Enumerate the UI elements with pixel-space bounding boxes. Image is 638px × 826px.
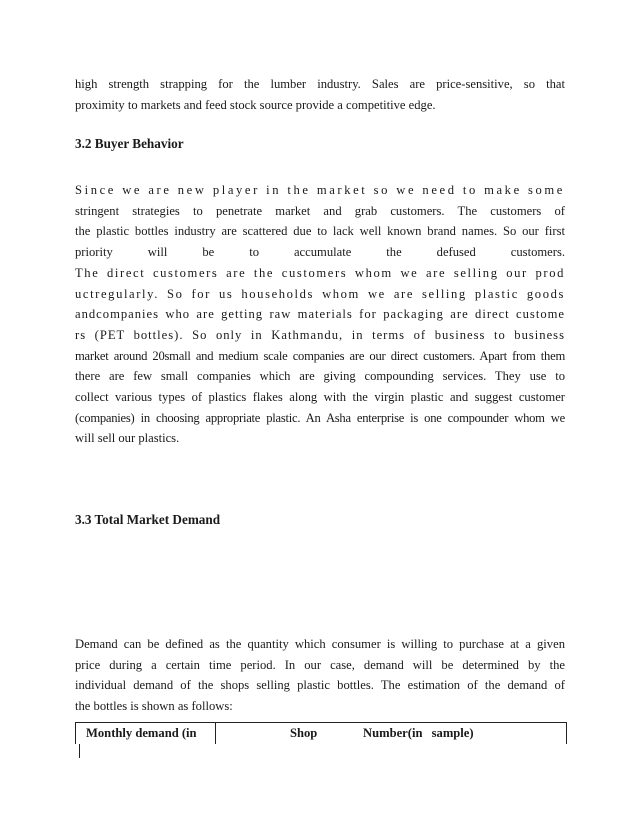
text-line: Since we are new player in the market so we need to make some — [75, 183, 565, 197]
text-line: price during a certain time period. In our case, demand will be determined by the — [75, 657, 565, 672]
text-line: priority will be to accumulate the defused customers. — [75, 245, 565, 260]
text-line: there are few small companies which are giving compounding services. They use to — [75, 369, 565, 384]
text-line: the bottles is shown as follows: — [75, 699, 233, 714]
text-line: rs (PET bottles). So only in Kathmandu, in terms of business to business — [75, 327, 565, 342]
text-line: the plastic bottles industry are scattered due to lack well known brand names. So our first — [75, 224, 565, 239]
table-header-monthly-demand: Monthly demand (in — [86, 726, 197, 740]
text-line: The direct customers are the customers whom we are selling our prod — [75, 265, 565, 280]
text-line: collect various types of plastics flakes along with the virgin plastic and suggest customer — [75, 390, 565, 405]
text-line: uctregularly. So for us households whom we are selling plastic goods — [75, 286, 565, 301]
text-line: (companies) in choosing appropriate plastic. An Asha enterprise is one compounder whom we — [75, 410, 565, 425]
text-line: Demand can be defined as the quantity which consumer is willing to purchase at a given — [75, 637, 565, 651]
text-line: individual demand of the shops selling plastic bottles. The estimation of the demand of — [75, 678, 565, 693]
market-demand-paragraph — [75, 634, 565, 717]
section-heading-total-market-demand: 3.3 Total Market Demand — [75, 512, 221, 527]
section-heading-buyer-behavior: 3.2 Buyer Behavior — [75, 136, 184, 151]
text-line: high strength strapping for the lumber industry. Sales are price-sensitive, so that — [75, 77, 565, 91]
table-border — [79, 744, 80, 758]
table-header-shop: Shop — [290, 726, 318, 740]
text-line: andcompanies who are getting raw materials for packaging are direct custome — [75, 307, 565, 322]
table-cell — [76, 723, 216, 744]
intro-paragraph — [75, 74, 565, 115]
text-line: proximity to markets and feed stock source provide a competitive edge. — [75, 97, 436, 112]
demand-table-header — [75, 722, 567, 744]
text-line: stringent strategies to penetrate market and grab customers. The customers of — [75, 203, 565, 218]
buyer-behavior-paragraph — [75, 180, 565, 449]
text-line: market around 20small and medium scale companies are our direct customers. Apart from them — [75, 348, 565, 363]
text-line: will sell our plastics. — [75, 431, 180, 446]
table-header-number-in-sample: Number(in sample) — [363, 726, 474, 740]
